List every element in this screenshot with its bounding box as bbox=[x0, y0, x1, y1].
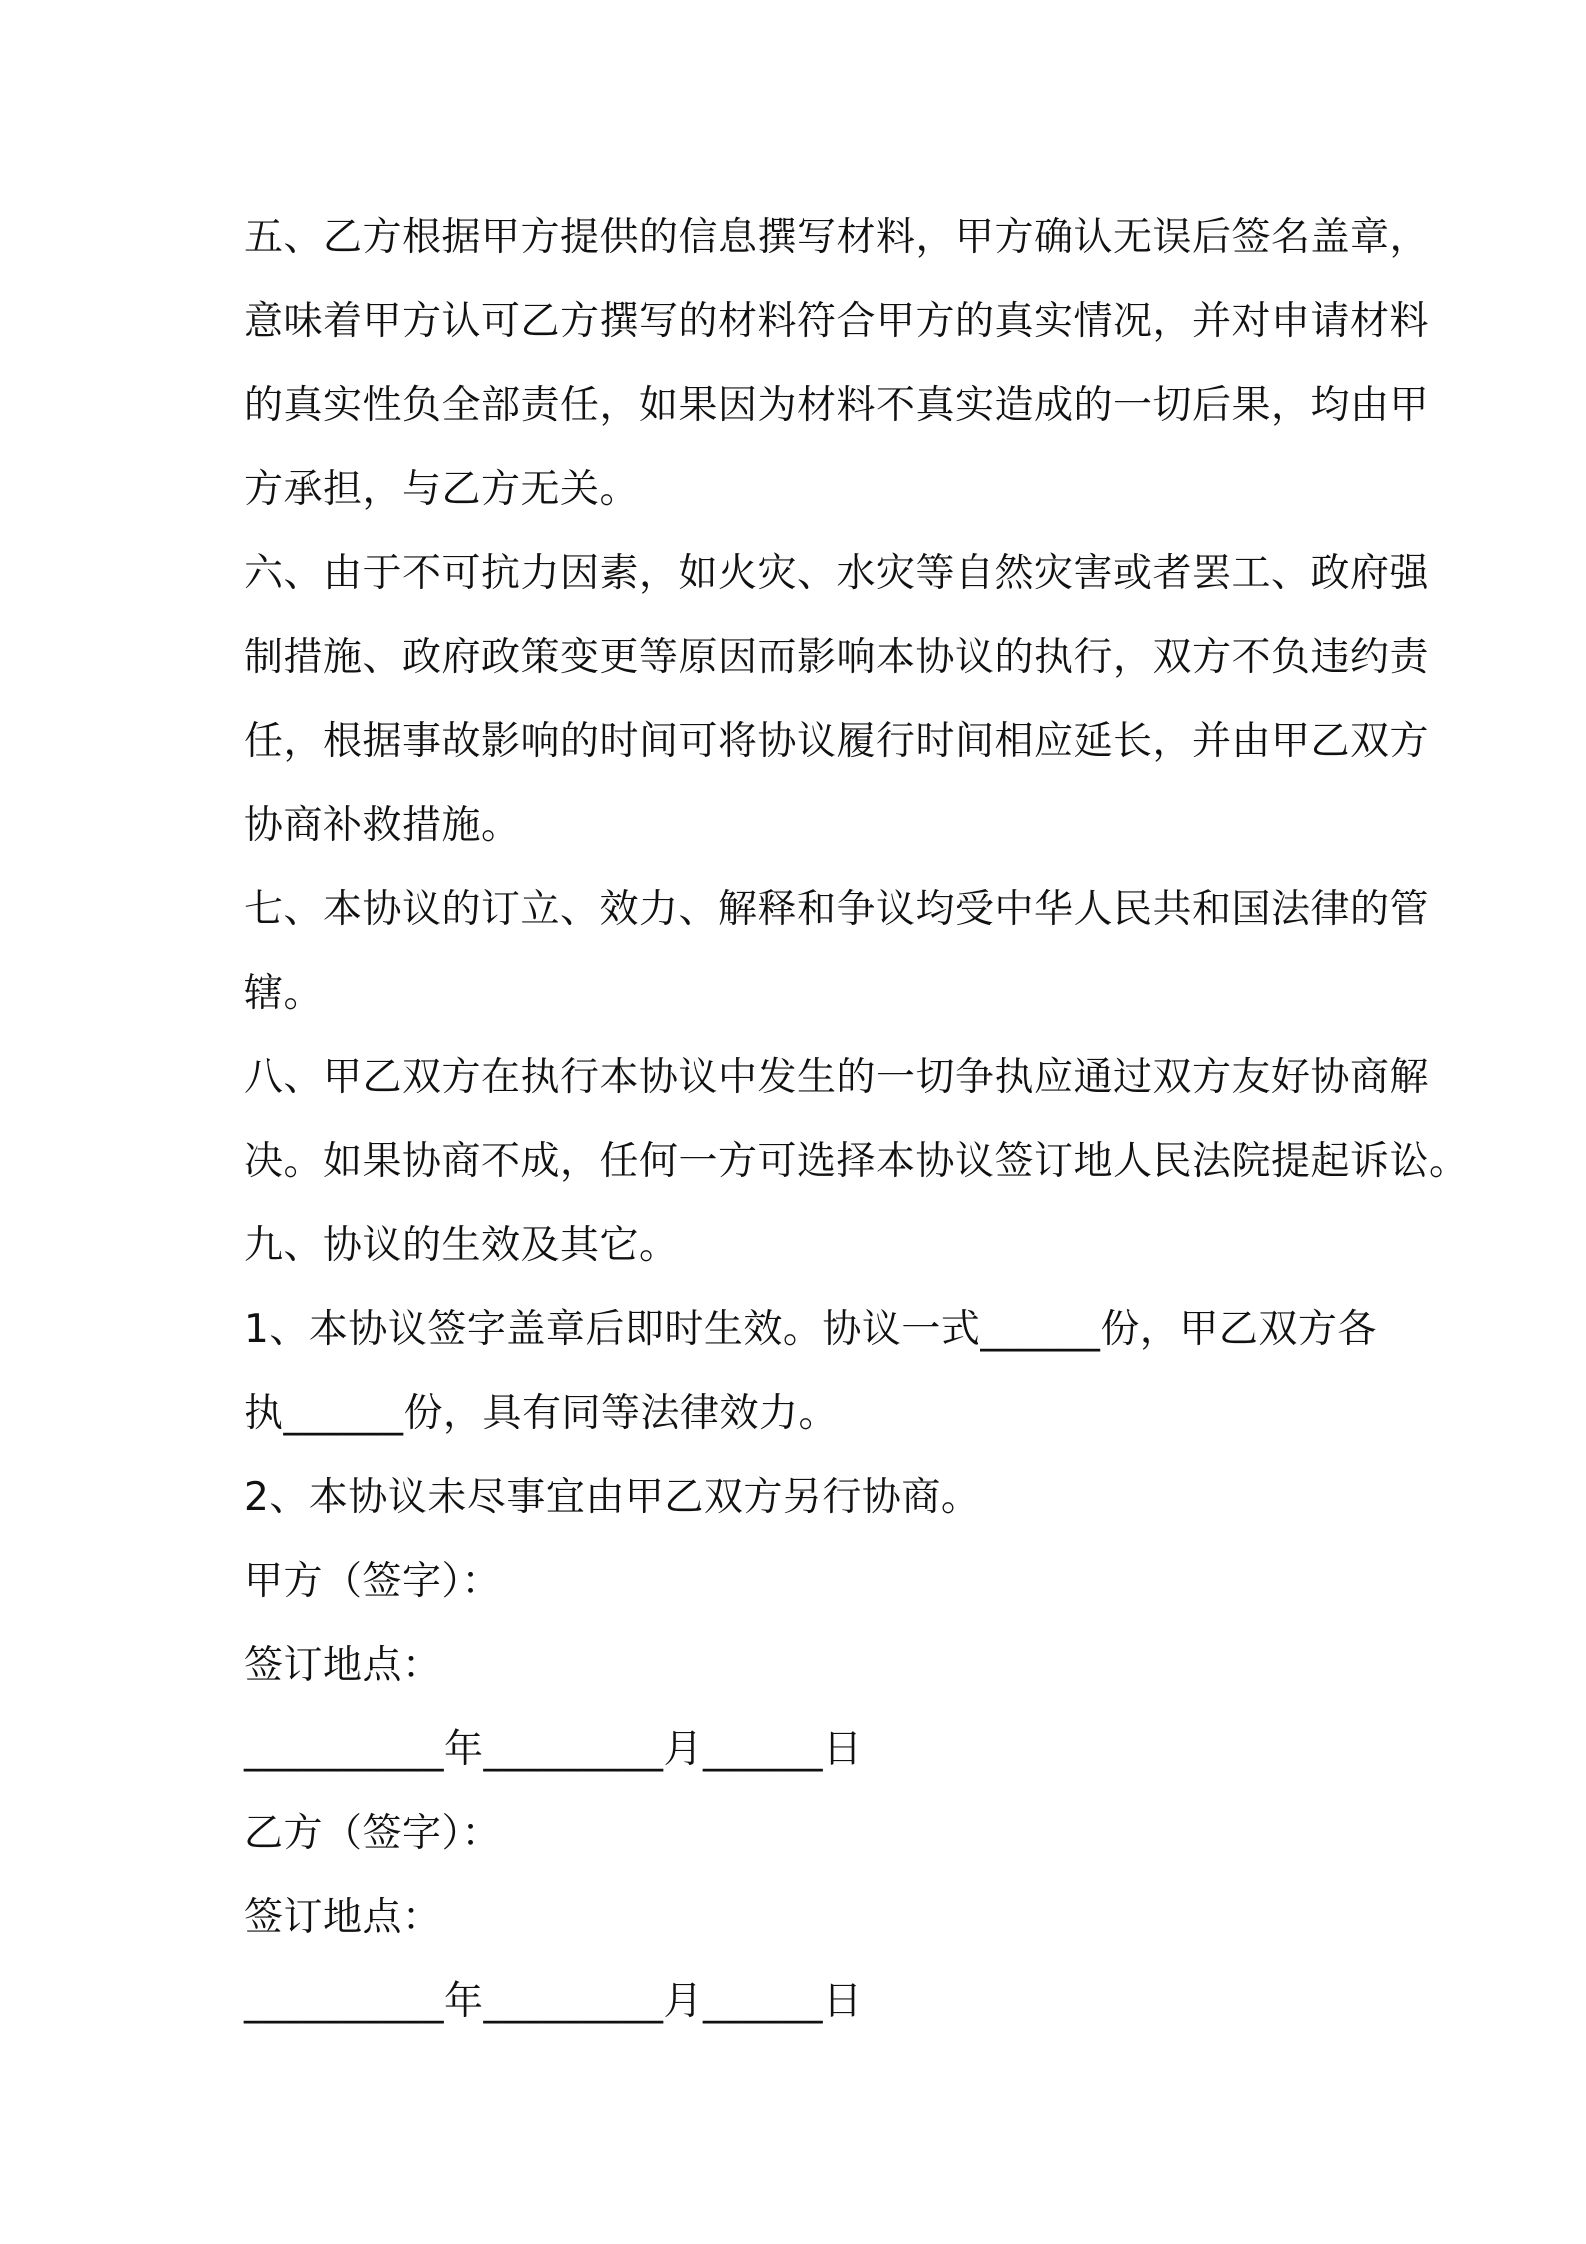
party-b-date-line: __________年_________月______日 bbox=[244, 1979, 863, 2024]
clause-7-line-2: 辖。 bbox=[244, 971, 324, 1016]
clause-9-item-2: 2、本协议未尽事宜由甲乙双方另行协商。 bbox=[244, 1475, 981, 1520]
party-b-signature-label: 乙方（签字）： bbox=[244, 1811, 502, 1856]
clause-5-line-4: 方承担，与乙方无关。 bbox=[244, 467, 640, 512]
clause-9-item-1-line-1: 1、本协议签字盖章后即时生效。协议一式______份，甲乙双方各 bbox=[244, 1307, 1377, 1352]
party-a-signature-label: 甲方（签字）： bbox=[244, 1559, 502, 1604]
clause-9-item-1-line-2: 执______份，具有同等法律效力。 bbox=[244, 1391, 839, 1436]
document-body bbox=[244, 196, 1469, 2044]
party-a-location-label: 签订地点： bbox=[244, 1643, 442, 1688]
clause-8-line-2: 决。如果协商不成，任何一方可选择本协议签订地人民法院提起诉讼。 bbox=[244, 1139, 1469, 1184]
clause-6-line-1: 六、由于不可抗力因素，如火灾、水灾等自然灾害或者罢工、政府强 bbox=[244, 551, 1430, 596]
clause-5-line-1: 五、乙方根据甲方提供的信息撰写材料，甲方确认无误后签名盖章， bbox=[244, 215, 1430, 260]
clause-6-line-3: 任，根据事故影响的时间可将协议履行时间相应延长，并由甲乙双方 bbox=[244, 719, 1430, 764]
clause-9-heading: 九、协议的生效及其它。 bbox=[244, 1223, 679, 1268]
party-b-location-label: 签订地点： bbox=[244, 1895, 442, 1940]
clause-7-line-1: 七、本协议的订立、效力、解释和争议均受中华人民共和国法律的管 bbox=[244, 887, 1430, 932]
clause-5-line-2: 意味着甲方认可乙方撰写的材料符合甲方的真实情况，并对申请材料 bbox=[244, 299, 1430, 344]
party-a-date-line: __________年_________月______日 bbox=[244, 1727, 863, 1772]
clause-5-line-3: 的真实性负全部责任，如果因为材料不真实造成的一切后果，均由甲 bbox=[244, 383, 1430, 428]
clause-8-line-1: 八、甲乙双方在执行本协议中发生的一切争执应通过双方友好协商解 bbox=[244, 1055, 1430, 1100]
clause-6-line-4: 协商补救措施。 bbox=[244, 803, 521, 848]
clause-6-line-2: 制措施、政府政策变更等原因而影响本协议的执行，双方不负违约责 bbox=[244, 635, 1430, 680]
